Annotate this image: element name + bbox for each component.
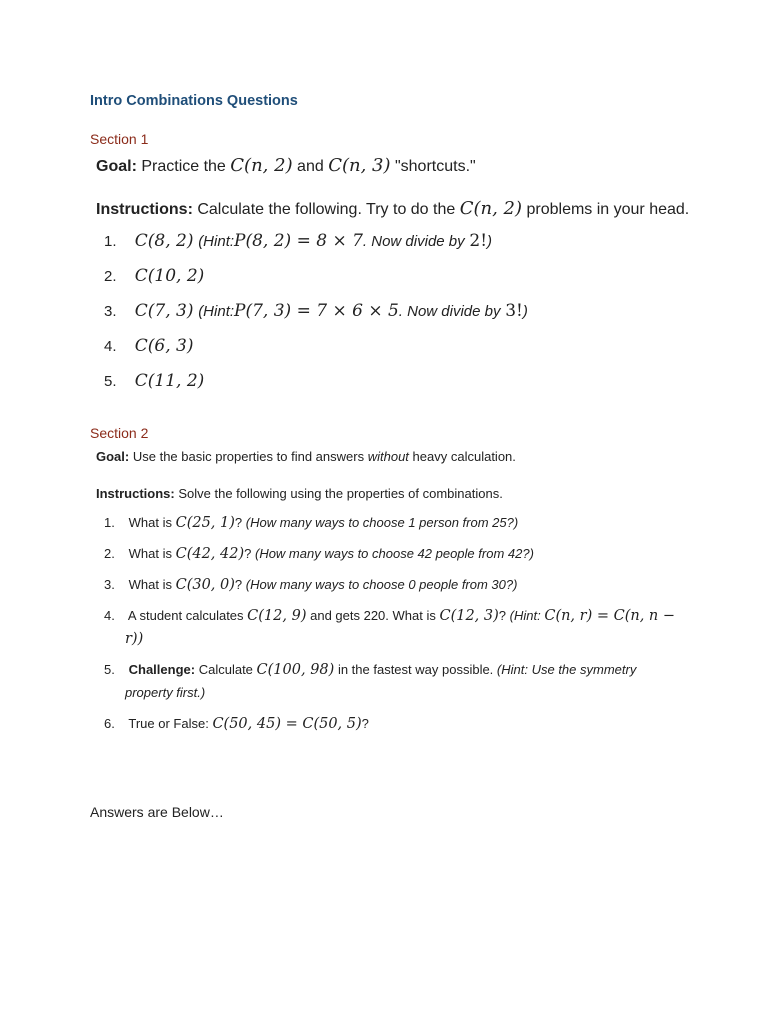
goal-math: C(n, 2) (230, 155, 293, 176)
list-item: 4. C(6, 3) (104, 336, 194, 356)
item-hint: (Hint: (198, 233, 235, 250)
section-1-instructions (96, 198, 689, 219)
instructions-math: C(n, 2) (459, 198, 523, 219)
section-2-instructions (96, 486, 503, 501)
challenge-label: Challenge: (128, 662, 196, 677)
item-hint: (Hint: (198, 303, 235, 320)
section-2-goal (96, 449, 516, 464)
goal-label: Goal: (96, 449, 130, 464)
list-item: 1. What is C(25, 1)? (How many ways to choose 1 person from 25?) (104, 515, 519, 531)
page-title: Intro Combinations Questions (90, 93, 298, 109)
list-item: 1. C(8, 2) (Hint:P(8, 2) = 8 × 7. Now divide by 2!) (104, 231, 493, 251)
list-item: 2. What is C(42, 42)? (How many ways to choose 42 people from 42?) (104, 546, 534, 562)
goal-text: "shortcuts." (394, 158, 476, 175)
goal-label: Goal: (96, 158, 137, 175)
item-expression: C(7, 3) (134, 301, 194, 321)
item-expression: C(11, 2) (134, 371, 205, 391)
section-2-heading: Section 2 (90, 425, 149, 441)
item-hint: (How many ways to choose 1 person from 25?) (245, 515, 519, 530)
list-item: 4. A student calculates C(12, 9) and gets 220. What is C(12, 3)? (Hint: C(n, r) = C(n, n − (104, 608, 676, 624)
goal-math: C(n, 3) (328, 155, 391, 176)
item-hint: (Hint: Use the symmetry (496, 662, 637, 677)
item-expression: C(6, 3) (134, 336, 194, 356)
item-hint: (Hint: (509, 608, 541, 623)
list-item-continuation: property first.) (125, 685, 206, 700)
section-1-heading: Section 1 (90, 131, 149, 147)
answers-note: Answers are Below… (90, 804, 224, 820)
goal-text: Use the basic properties to find answers (132, 449, 365, 464)
section-1-goal (96, 155, 476, 176)
instructions-label: Instructions: (96, 486, 175, 501)
item-expression: C(8, 2) (134, 231, 194, 251)
item-hint: (How many ways to choose 42 people from 42?) (254, 546, 534, 561)
item-hint: (How many ways to choose 0 people from 30?) (245, 577, 518, 592)
list-item: 2. C(10, 2) (104, 266, 205, 286)
goal-text: heavy calculation. (412, 449, 516, 464)
goal-text: and (297, 158, 324, 175)
instructions-text: Solve the following using the properties of combinations. (178, 486, 503, 501)
goal-emphasis: without (367, 449, 409, 464)
goal-text: Practice the (141, 158, 226, 175)
instructions-text: problems in your head. (526, 201, 690, 218)
instructions-text: Calculate the following. Try to do the (197, 201, 456, 218)
list-item: 3. C(7, 3) (Hint:P(7, 3) = 7 × 6 × 5. Now divide by 3!) (104, 301, 528, 321)
item-expression: C(10, 2) (134, 266, 205, 286)
list-item: 3. What is C(30, 0)? (How many ways to choose 0 people from 30?) (104, 577, 518, 593)
list-item: 5. C(11, 2) (104, 371, 205, 391)
instructions-label: Instructions: (96, 201, 193, 218)
list-item-continuation: r)) (125, 631, 144, 647)
list-item: 5. Challenge: Calculate C(100, 98) in the fastest way possible. (Hint: Use the symmetry (104, 662, 637, 678)
list-item: 6. True or False: C(50, 45) = C(50, 5)? (104, 716, 369, 732)
